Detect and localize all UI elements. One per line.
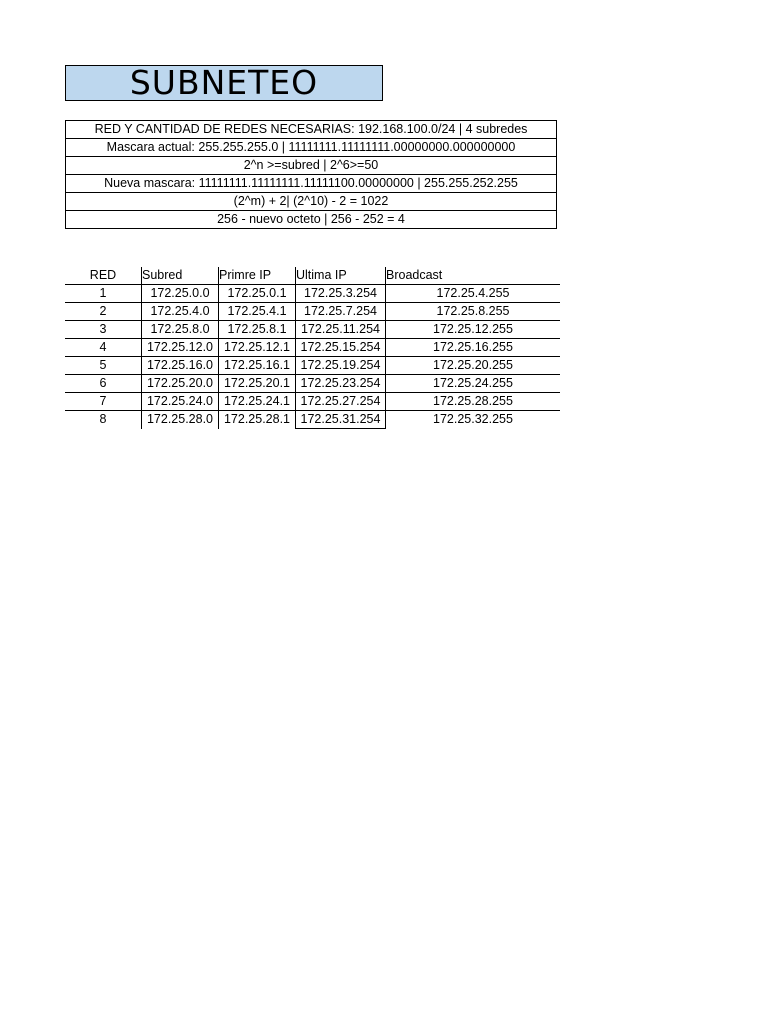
header-red: RED [65,267,142,285]
cell-subred: 172.25.24.0 [142,393,219,411]
header-last-ip: Ultima IP [296,267,386,285]
current-mask-cell: Mascara actual: 255.255.255.0 | 11111111.11111111.00000000.000000000 [66,139,557,157]
cell-first-ip: 172.25.12.1 [219,339,296,357]
cell-subred: 172.25.20.0 [142,375,219,393]
cell-red: 8 [99,412,107,427]
subnet-table [65,267,560,429]
cell-subred: 172.25.8.0 [142,321,219,339]
cell-red: 4 [65,339,142,357]
cell-subred: 172.25.28.0 [142,411,219,429]
cell-subred: 172.25.0.0 [142,285,219,303]
table-row [65,357,560,375]
table-row [65,285,560,303]
cell-last-ip: 172.25.27.254 [296,393,386,411]
cell-first-ip: 172.25.4.1 [219,303,296,321]
table-row [65,339,560,357]
table-row [65,375,560,393]
octet-increment-cell: 256 - nuevo octeto | 256 - 252 = 4 [66,211,557,229]
cell-broadcast: 172.25.20.255 [386,357,561,375]
cell-red: 2 [65,303,142,321]
cell-subred: 172.25.4.0 [142,303,219,321]
subnet-formula-cell: 2^n >=subred | 2^6>=50 [66,157,557,175]
cell-red: 6 [65,375,142,393]
cell-broadcast: 172.25.28.255 [386,393,561,411]
info-row [66,157,557,175]
cell-last-ip: 172.25.23.254 [296,375,386,393]
table-row [65,393,560,411]
cell-last-ip: 172.25.11.254 [296,321,386,339]
cell-red: 1 [65,285,142,303]
info-row [66,139,557,157]
host-formula-cell: (2^m) + 2| (2^10) - 2 = 1022 [66,193,557,211]
cell-red: 3 [65,321,142,339]
cell-red: 5 [65,357,142,375]
header-first-ip: Primre IP [219,267,296,285]
cell-broadcast: 172.25.32.255 [433,412,513,427]
cell-red: 7 [65,393,142,411]
cell-last-ip: 172.25.3.254 [296,285,386,303]
cell-first-ip: 172.25.16.1 [219,357,296,375]
cell-last-ip: 172.25.7.254 [296,303,386,321]
table-header-row [65,267,560,285]
cell-first-ip: 172.25.20.1 [219,375,296,393]
info-row [66,175,557,193]
info-row [66,193,557,211]
cell-last-ip: 172.25.31.254 [296,411,386,429]
cell-first-ip: 172.25.28.1 [219,411,296,429]
cell-broadcast: 172.25.12.255 [386,321,561,339]
cell-first-ip: 172.25.8.1 [219,321,296,339]
cell-last-ip: 172.25.19.254 [296,357,386,375]
cell-last-ip: 172.25.15.254 [296,339,386,357]
cell-subred: 172.25.12.0 [142,339,219,357]
cell-broadcast: 172.25.8.255 [386,303,561,321]
info-row [66,211,557,229]
table-row [65,321,560,339]
cell-broadcast: 172.25.16.255 [386,339,561,357]
network-info-table [65,120,557,229]
header-broadcast: Broadcast [386,267,561,285]
cell-broadcast: 172.25.24.255 [386,375,561,393]
cell-first-ip: 172.25.0.1 [219,285,296,303]
page-title: SUBNETEO [65,65,383,101]
cell-broadcast: 172.25.4.255 [386,285,561,303]
header-subred: Subred [142,267,219,285]
cell-subred: 172.25.16.0 [142,357,219,375]
table-row [65,411,560,429]
info-row [66,121,557,139]
new-mask-cell: Nueva mascara: 11111111.11111111.11111100.00000000 | 255.255.252.255 [66,175,557,193]
table-row [65,303,560,321]
network-requirement-cell: RED Y CANTIDAD DE REDES NECESARIAS: 192.168.100.0/24 | 4 subredes [66,121,557,139]
cell-first-ip: 172.25.24.1 [219,393,296,411]
